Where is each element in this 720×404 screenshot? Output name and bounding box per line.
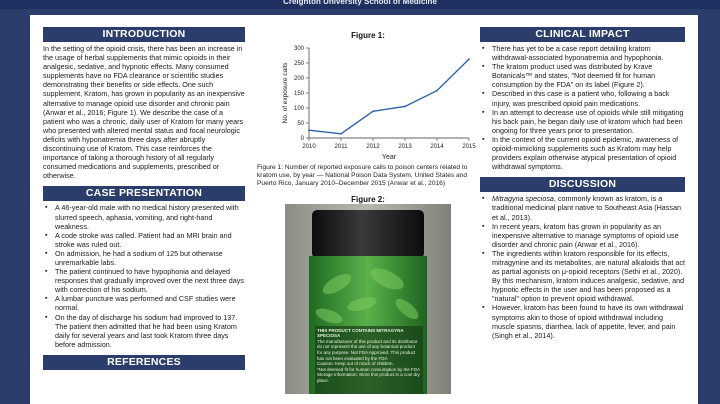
x-tick-label: 2015 xyxy=(462,144,476,150)
label-caution: Caution: Keep out of reach of children. xyxy=(317,361,394,367)
case-list xyxy=(43,203,245,349)
y-axis-label: No. of exposure calls xyxy=(282,62,289,124)
list-item xyxy=(480,249,685,304)
list-item: ▪ There has yet to be a case report detailing kratom withdrawal-associated hyponatremia and hypophonia. xyxy=(480,44,685,62)
exposure-calls-chart xyxy=(257,40,479,164)
list-item: ▪ A code stroke was called. Patient had an MRI brain and stroke was ruled out. xyxy=(43,231,245,249)
list-item: ▪ On admission, he had a sodium of 125 but otherwise unremarkable labs. xyxy=(43,249,245,267)
x-axis-label: Year xyxy=(381,154,397,161)
introduction-text: In the setting of the opioid crisis, there has been an increase in the usage of herbal supplements that mimic opioids in their analgesic, sedative, and hypnotic effects. Many consumed supplements have no FDA clearance or scientific studies demonstrating their benefits or side effects. One such supplement, Kratom, has grown in popularity as an inexpensive alternative to manage opioid use disorder and chronic pain (Anwar et al., 2016; Figure 1). We describe the case of a patient who was a chronic, daily user of Kratom for many years who presented with altered mental status and focal neurologic deficits with hyponatremia three days after abruptly discontinuing use of Kratom. This case reinforces the importance of taking a thorough history of all regularly consumed medications and supplements, prescribed or otherwise. xyxy=(43,44,245,181)
x-tick-label: 2010 xyxy=(302,144,316,150)
list-item: ▪ A lumbar puncture was performed and CSF studies were normal. xyxy=(43,294,245,312)
label-heading: THIS PRODUCT CONTAINS MITRAGYNA SPECIOSA xyxy=(317,327,404,339)
series-line xyxy=(309,59,469,134)
list-item: ▪ The kratom product used was distributed by Krave Botanicals™ and states, "Not deemed fit for human consumption by the FDA" on its label (Figure 2). xyxy=(480,62,685,89)
list-item: ▪ In an attempt to decrease use of opioids while still mitigating his back pain, he began daily use of kratom which had been ongoing for three years prior to presentation. xyxy=(480,108,685,135)
y-tick-label: 250 xyxy=(293,61,304,67)
clinical-impact-heading: CLINICAL IMPACT xyxy=(480,27,685,42)
list-item-text: However, kratom has been found to have its own withdrawal symptoms akin to those of opioid withdrawal including muscle spasms, diarrhea, lack of appetite, fever, and pain (Singh et al., 2014). xyxy=(492,303,684,340)
x-tick-label: 2013 xyxy=(398,144,412,150)
list-item: ▪ The patient continued to have hypophonia and delayed responses that gradually improved over the next three days with correction of his sodium. xyxy=(43,267,245,294)
list-item: ▪ On the day of discharge his sodium had improved to 137. The patient then admitted that he had been using Kratom daily for several years and last took Kratom three days before admission. xyxy=(43,313,245,349)
clinical-impact-list xyxy=(480,44,685,171)
list-item-text: In recent years, kratom has grown in popularity as an inexpensive alternative to manage symptoms of opioid use disorder and chronic pain (Anwar et al., 2016). xyxy=(492,221,679,249)
y-tick-label: 200 xyxy=(293,76,304,82)
label-storage: Storage Information: Store this product in a cool dry place. xyxy=(317,372,420,383)
y-tick-label: 100 xyxy=(293,106,304,112)
data-point xyxy=(372,110,374,112)
introduction-heading: INTRODUCTION xyxy=(43,27,245,42)
list-item-text: The ingredients within kratom responsible for its effects, mitragynine and its metabolites, are natural alkaloids that act as partial agonists on μ-opioid receptors (Sethi et al., 2020). By this mechanism, kratom induces analgesic, sedative, and hypnotic effects in the user and has been proposed as a "natural" option to prevent opioid withdrawal. xyxy=(492,248,685,304)
figure1-caption: Figure 1: Number of reported exposure calls to poison centers related to kratom use, by year — National Poison Data System, United States and Puerto Rico, January 2010–December 2015 (Anwar et al., 2016) xyxy=(257,164,468,188)
list-item xyxy=(480,194,685,221)
list-item: ▪ Described in this case is a patient who, following a back injury, was prescribed opioid pain medications. xyxy=(480,89,685,107)
poster xyxy=(30,15,698,404)
center-column xyxy=(257,27,479,394)
x-tick-label: 2012 xyxy=(366,144,380,150)
x-tick-label: 2011 xyxy=(334,144,348,150)
list-item xyxy=(480,222,685,249)
data-point xyxy=(468,58,470,60)
institution-name: Creighton University School of Medicine xyxy=(283,0,437,6)
y-tick-label: 0 xyxy=(300,136,304,142)
left-column xyxy=(43,27,245,370)
references-heading: REFERENCES xyxy=(43,355,245,370)
figure2-title: Figure 2: xyxy=(351,194,385,204)
label-disclaimer: The manufacturer of this product and its distributor do not represent the use of any botanical product for any purpose. Not FDA Approved. This product has not been evaluated by the FDA xyxy=(317,338,418,361)
case-heading: CASE PRESENTATION xyxy=(43,186,245,201)
jar-label-text xyxy=(317,328,421,384)
figure2-photo xyxy=(257,204,479,394)
list-item xyxy=(480,303,685,339)
species-name: Mitragyna speciosa xyxy=(492,194,554,204)
list-item-text: , commonly known as kratom, is a traditional medicinal plant native to Southeast Asia (Hassan et al., 2013). xyxy=(492,194,681,222)
data-point xyxy=(436,90,438,92)
y-tick-label: 150 xyxy=(293,91,304,97)
label-warning: *Not deemed fit for human consumption by the FDA xyxy=(317,366,421,372)
data-point xyxy=(404,106,406,108)
top-banner xyxy=(0,0,720,9)
right-column xyxy=(480,27,685,340)
x-tick-label: 2014 xyxy=(430,144,444,150)
y-tick-label: 50 xyxy=(297,121,304,127)
discussion-heading: DISCUSSION xyxy=(480,177,685,192)
discussion-list xyxy=(480,194,685,340)
data-point xyxy=(308,129,310,131)
figure1-title: Figure 1: xyxy=(351,31,385,40)
data-point xyxy=(340,133,342,135)
list-item: ▪ In the context of the current opioid epidemic, awareness of opioid-mimicking supplements such as Kratom may help providers explain otherwise atypical presentation of opioid withdrawal symptoms. xyxy=(480,135,685,171)
y-tick-label: 300 xyxy=(293,46,304,52)
list-item: ▪ A 46-year-old male with no medical history presented with slurred speech, aphasia, vomiting, and right-hand weakness. xyxy=(43,203,245,230)
